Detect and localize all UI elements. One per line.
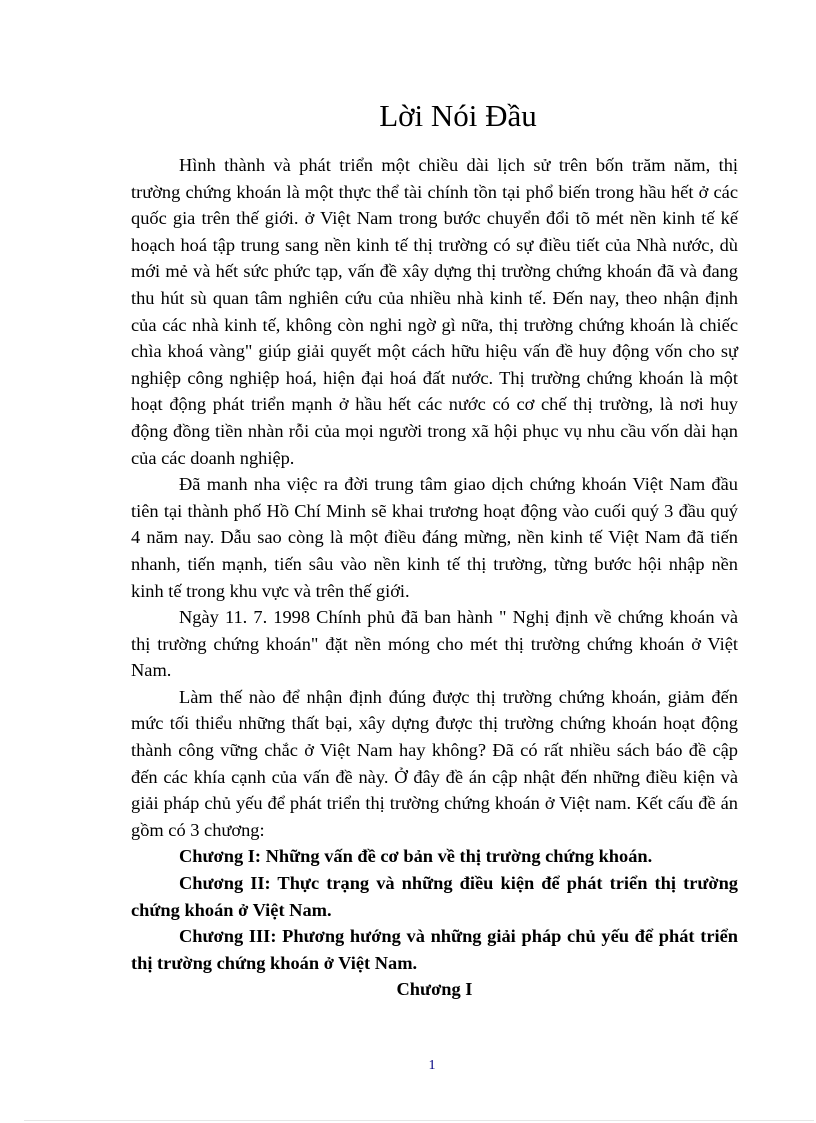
footer-divider [24, 1120, 814, 1121]
paragraph: Làm thế nào để nhận định đúng được thị trường chứng khoán, giảm đến mức tối thiểu những thất bại, xây dựng được thị trường chứng khoán hoạt động thành công vững chắc ở Việt Nam hay không? Đã có rất nhiều sách báo đề cập đến các khía cạnh của vấn đề này. Ở đây đề án cập nhật đến những điều kiện và giải pháp chủ yếu để phát triển thị trường chứng khoán ở Việt nam. Kết cấu đề án gồm có 3 chương: [131, 686, 738, 840]
paragraph: Ngày 11. 7. 1998 Chính phủ đã ban hành " Nghị định về chứng khoán và thị trường chứng khoán" đặt nền móng cho mét thị trường chứng khoán ở Việt Nam. [131, 607, 738, 681]
page-title: Lời Nói Đầu [379, 98, 537, 133]
chapter-item: Chương II: Thực trạng và những điều kiện để phát triển thị trường chứng khoán ở Việt Nam. [131, 873, 738, 920]
paragraph: Đã manh nha việc ra đời trung tâm giao dịch chứng khoán Việt Nam đầu tiên tại thành phố Hồ Chí Minh sẽ khai trương hoạt động vào cuối quý 3 đầu quý 4 năm nay. Dẫu sao còng là một điều đáng mừng, nền kinh tế Việt Nam đã tiến nhanh, tiến mạnh, tiến sâu vào nền kinh tế thị trường, từng bước hội nhập nền kinh tế trong khu vực và trên thế giới. [131, 474, 738, 601]
chapter-item: Chương III: Phương hướng và những giải pháp chủ yếu để phát triển thị trường chứng khoán ở Việt Nam. [131, 926, 738, 973]
paragraph: Hình thành và phát triển một chiều dài lịch sử trên bốn trăm năm, thị trường chứng khoán là một thực thể tài chính tồn tại phổ biến trong hầu hết ở các quốc gia trên thế giới. ở Việt Nam trong bước chuyển đổi tõ mét nền kinh tế kế hoạch hoá tập trung sang nền kinh tế thị trường có sự điều tiết của Nhà nước, dù mới mẻ và hết sức phức tạp, vấn đề xây dựng thị trường chứng khoán đã và đang thu hút sù quan tâm nghiên cứu của nhiều nhà kinh tế. Đến nay, theo nhận định của các nhà kinh tế, không còn nghi ngờ gì nữa, thị trường chứng khoán là chiếc chìa khoá vàng" giúp giải quyết một cách hữu hiệu vấn đề huy động vốn cho sự nghiệp công nghiệp hoá, hiện đại hoá đất nước. Thị trường chứng khoán là một hoạt động phát triển mạnh ở hầu hết các nước có cơ chế thị trường, là nơi huy động đồng tiền nhàn rỗi của mọi người trong xã hội phục vụ nhu cầu vốn dài hạn của các doanh nghiệp. [131, 155, 738, 468]
body-text [131, 152, 738, 1003]
chapter-heading: Chương I [396, 979, 473, 1000]
chapter-item: Chương I: Những vấn đề cơ bản về thị trường chứng khoán. [179, 846, 653, 867]
page-number: 1 [428, 1058, 436, 1073]
